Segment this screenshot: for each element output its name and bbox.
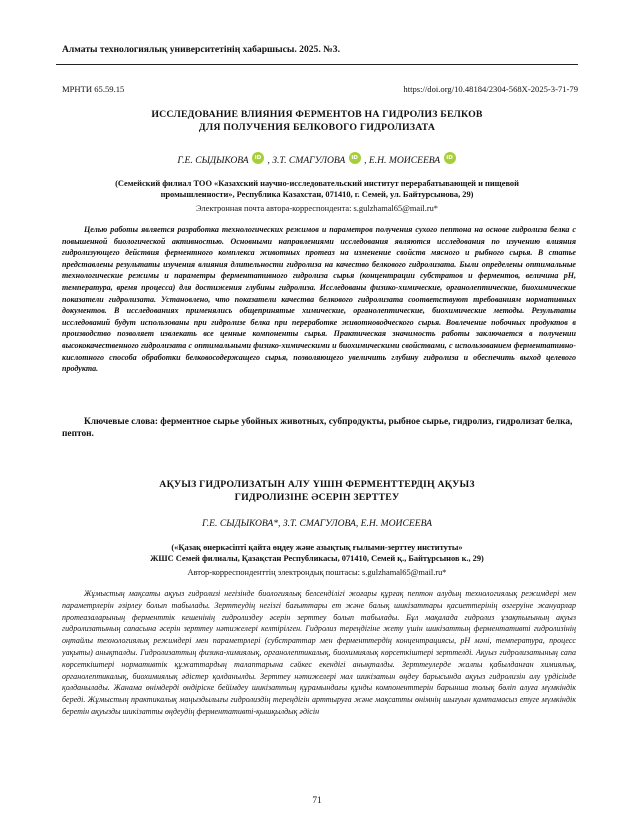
kz-affiliation: [70, 542, 564, 564]
ru-title-line: ИССЛЕДОВАНИЕ ВЛИЯНИЯ ФЕРМЕНТОВ НА ГИДРОЛИЗ БЕЛКОВ: [151, 109, 483, 120]
ru-abstract: Целью работы является разработка технологических режимов и параметров получения сухого пептона на основе гидролиза белка с повышенной биологической активностью. Основными направлениями исследования являются исследования по изучению влияния гидролизующего действия ферментного комплекса животных протеаз на изменение свойств мясного и рыбного сырья. В статье представлены результаты изучения влияния длительности гидролиза на качество белкового гидролизата. Были определены оптимальные технологические режимы и параметры ферментативного гидролиза сырья (концентрации субстратов и ферментов, величина pH, температура, время процесса) для достижения глубины гидролиза. Исследованы физико-химические, органолептические, биохимические показатели гидролизата. Установлено, что показатели качества белкового гидролизата соответствуют требованиям нормативных документов. В исследованиях применялись общепринятые химические, органолептические, биохимические методы. Результаты исследований будут использованы при гидролизе белка при переработке животноводческого сырья. Вовлечение побочных продуктов в производство позволяет извлекать все ценные компоненты сырья. Практическая значимость работы заключается в получении высококачественного гидролизата с оптимальными физико-химическими и биохимическими свойствами, с использованием ферментативно-кислотного способа обработки белковосодержащего сырья, позволяющего увеличить глубину гидролиза и обеспечить выход целевого продукта.: [62, 225, 576, 374]
article-meta: [62, 84, 578, 94]
author-name: , Е.Н. МОИСЕЕВА: [364, 155, 441, 166]
affiliation-line: (Семейский филиал ТОО «Казахский научно-исследовательский институт перерабатывающей и пищевой: [115, 179, 519, 188]
page-number: 71: [312, 796, 322, 806]
ru-authors: [56, 152, 578, 166]
ru-title: [56, 108, 578, 134]
kz-title-line: ГИДРОЛИЗІНЕ ӘСЕРІН ЗЕРТТЕУ: [234, 492, 400, 503]
orcid-icon[interactable]: iD: [444, 152, 456, 164]
kz-title: [56, 478, 578, 504]
journal-header: Алматы технологиялық университетінің хабаршысы. 2025. №3.: [62, 44, 340, 55]
ru-keywords: Ключевые слова: ферментное сырье убойных животных, субпродукты, рыбное сырье, гидролиз, гидролизат белка, пептон.: [62, 417, 573, 439]
header-divider: [56, 64, 578, 65]
orcid-icon[interactable]: iD: [349, 152, 361, 164]
author-name: Г.Е. СЫДЫКОВА: [177, 155, 249, 166]
ru-email: Электронная почта автора-корреспондента: s.gulzhamal65@mail.ru*: [196, 204, 438, 213]
orcid-icon[interactable]: iD: [252, 152, 264, 164]
affiliation-line: («Қазақ өнеркәсіпті қайта өңдеу және азықтық ғылыми-зерттеу институты»: [171, 543, 463, 552]
ru-affiliation: [70, 178, 564, 200]
kz-email: Автор-корреспонденттің электрондық поштасы: s.gulzhamal65@mail.ru*: [187, 568, 447, 577]
affiliation-line: ЖШС Семей филиалы, Қазақстан Республикасы, 071410, Семей қ., Байтұрсынов к., 29): [150, 554, 484, 564]
kz-abstract: Жұмыстың мақсаты ақуыз гидролизі негізінде биологиялық белсенділігі жоғары құрғақ пептон алудың технологиялық режимдері мен параметрлерін әзірлеу болып табылады. Зерттеудің негізгі бағыттары ет және балық шикізаттары қасиеттерінің өзгеруіне жануарлар протеазаларының ферменттік кешенінің гидролиздеу әсерін зерттеу болып табылады. Бұл мақалада гидролиз ұзақтығының ақуыз гидролизатының сапасына әсерін зерттеу нәтижелері келтірілген. Гидролиз тереңдігіне жету үшін шикізаттың ферментативті гидролизінің оңтайлы технологиялық режимдері мен параметрлері (субстраттар мен ферменттердің концентрациясы, pH мәні, температура, процесс уақыты) анықталды. Гидролизаттың физика-химиялық, органолептикалық, биохимиялық көрсеткіштері зерттелді. Ақуыз гидролизатының сапа көрсеткіштері нормативтік құжаттардың талаптарына сәйкес екендігі анықталды. Зерттеулерде жалпы қабылданған химиялық, органолептикалық, биохимиялық әдістер қолданылды. Зерттеу нәтижелері мал шикізатын өңдеу барысында ақуыз гидролизін алу үрдісінде қолданылады. Жанама өнімдерді өндіріске бейімдеу шикізаттың құрамындағы құнды компоненттерін барынша толық бөліп алуға мүмкіндік береді. Жұмыстың практикалық маңыздылығы гидролиздің тереңдігін арттыруға және мақсатты өнімнің шығуын қамтамасыз етуге мүмкіндік беретін ақуызды шикізатты өңдеудің ферментативті-қышқылдық әдісін: [62, 589, 576, 716]
doi-link[interactable]: https://doi.org/10.48184/2304-568X-2025-3-71-79: [403, 84, 578, 94]
kz-authors: Г.Е. СЫДЫКОВА*, З.Т. СМАГУЛОВА, Е.Н. МОИСЕЕВА: [202, 518, 432, 529]
kz-title-line: АҚУЫЗ ГИДРОЛИЗАТЫН АЛУ ҮШІН ФЕРМЕНТТЕРДІҢ АҚУЫЗ: [159, 479, 475, 490]
classification-code: МРНТИ 65.59.15: [62, 84, 125, 94]
author-name: , З.Т. СМАГУЛОВА: [267, 155, 346, 166]
affiliation-line: промышленности», Республика Казахстан, 071410, г. Семей, ул. Байтурсынова, 29): [160, 190, 474, 200]
ru-title-line: ДЛЯ ПОЛУЧЕНИЯ БЕЛКОВОГО ГИДРОЛИЗАТА: [198, 122, 436, 133]
